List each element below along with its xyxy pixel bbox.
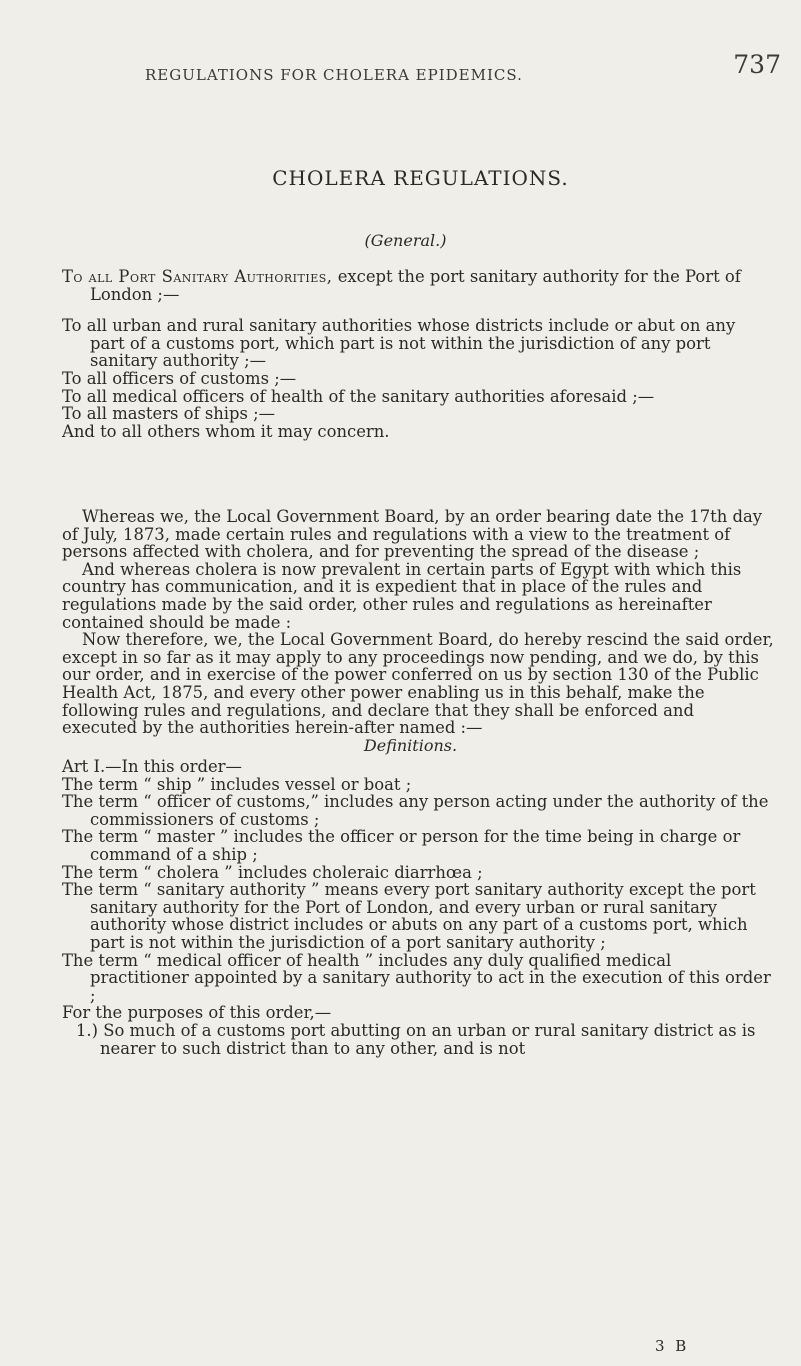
running-head-title: REGULATIONS FOR CHOLERA EPIDEMICS. xyxy=(145,66,523,84)
definition-line: The term “ master ” includes the officer or person for the time being in charge or command of a ship ; xyxy=(62,827,741,864)
definition-line: The term “ sanitary authority ” means every port sanitary authority except the port sanitary authority for the Port of London, and every urban or rural sanitary authority whose district includes or abuts on any part of a customs port, which part is not within the jurisdiction of a port sanitary authority ; xyxy=(62,880,756,952)
address-line xyxy=(62,268,774,303)
page-number: 737 xyxy=(733,50,781,79)
definition-line: The term “ medical officer of health ” includes any duly qualified medical practitioner appointed by a sanitary authority to act in the execution of this order ; xyxy=(62,950,771,1005)
preamble-paragraph: Now therefore, we, the Local Government Board, do hereby rescind the said order, except in so far as it may apply to any proceedings now pending, and we do, by this our order, and in exercise of the power conferred on us by section 130 of the Public Health Act, 1875, and every other power enabling us in this behalf, make the following rules and regulations, and declare that they shall be enforced and executed by the authorities herein-after named :— xyxy=(62,630,774,738)
definition-line: The term “ cholera ” includes choleraic diarrhœa ; xyxy=(62,862,483,882)
address-line: And to all others whom it may concern. xyxy=(62,421,390,441)
definition-line: The term “ officer of customs,” includes any person acting under the authority of the commissioners of customs ; xyxy=(62,792,769,829)
definitions-block xyxy=(62,758,774,1057)
address-lead: To all Port Sanitary Authorities, xyxy=(62,267,333,286)
address-rest: except the port sanitary authority for the Port of London ;— xyxy=(90,267,741,304)
address-line: To all urban and rural sanitary authorities whose districts include or abut on any part of a customs port, which part is not within the jurisdiction of any port sanitary authority ;— xyxy=(62,316,736,371)
definitions-heading: Definitions. xyxy=(363,736,458,755)
definition-line: For the purposes of this order,— xyxy=(62,1003,332,1023)
address-line: To all masters of ships ;— xyxy=(62,404,276,424)
definition-line: 1.) So much of a customs port abutting on an urban or rural sanitary district as is nearer to such district than to any other, and is not xyxy=(76,1020,756,1058)
subtitle-text: (General.) xyxy=(364,231,447,250)
address-block xyxy=(62,268,774,440)
signature-mark: 3 B xyxy=(655,1337,690,1355)
preamble-paragraph: Whereas we, the Local Government Board, by an order bearing date the 17th day of July, 1873, made certain rules and regulations with a view to the treatment of persons affected with cholera, and for preventing the spread of the disease ; xyxy=(62,507,763,562)
preamble-paragraph: And whereas cholera is now prevalent in certain parts of Egypt with which this country has communication, and it is expedient that in place of the rules and regulations made by the said order, other rules and regulations as hereinafter contained should be made : xyxy=(62,559,742,632)
address-line: To all medical officers of health of the sanitary authorities aforesaid ;— xyxy=(62,386,655,406)
address-line: To all officers of customs ;— xyxy=(62,368,297,388)
definition-line: The term “ ship ” includes vessel or boat ; xyxy=(62,774,412,794)
preamble-block xyxy=(62,508,774,737)
page-title: CHOLERA REGULATIONS. xyxy=(272,166,569,190)
page-subtitle xyxy=(0,231,801,250)
definition-line: Art I.—In this order— xyxy=(62,757,242,776)
